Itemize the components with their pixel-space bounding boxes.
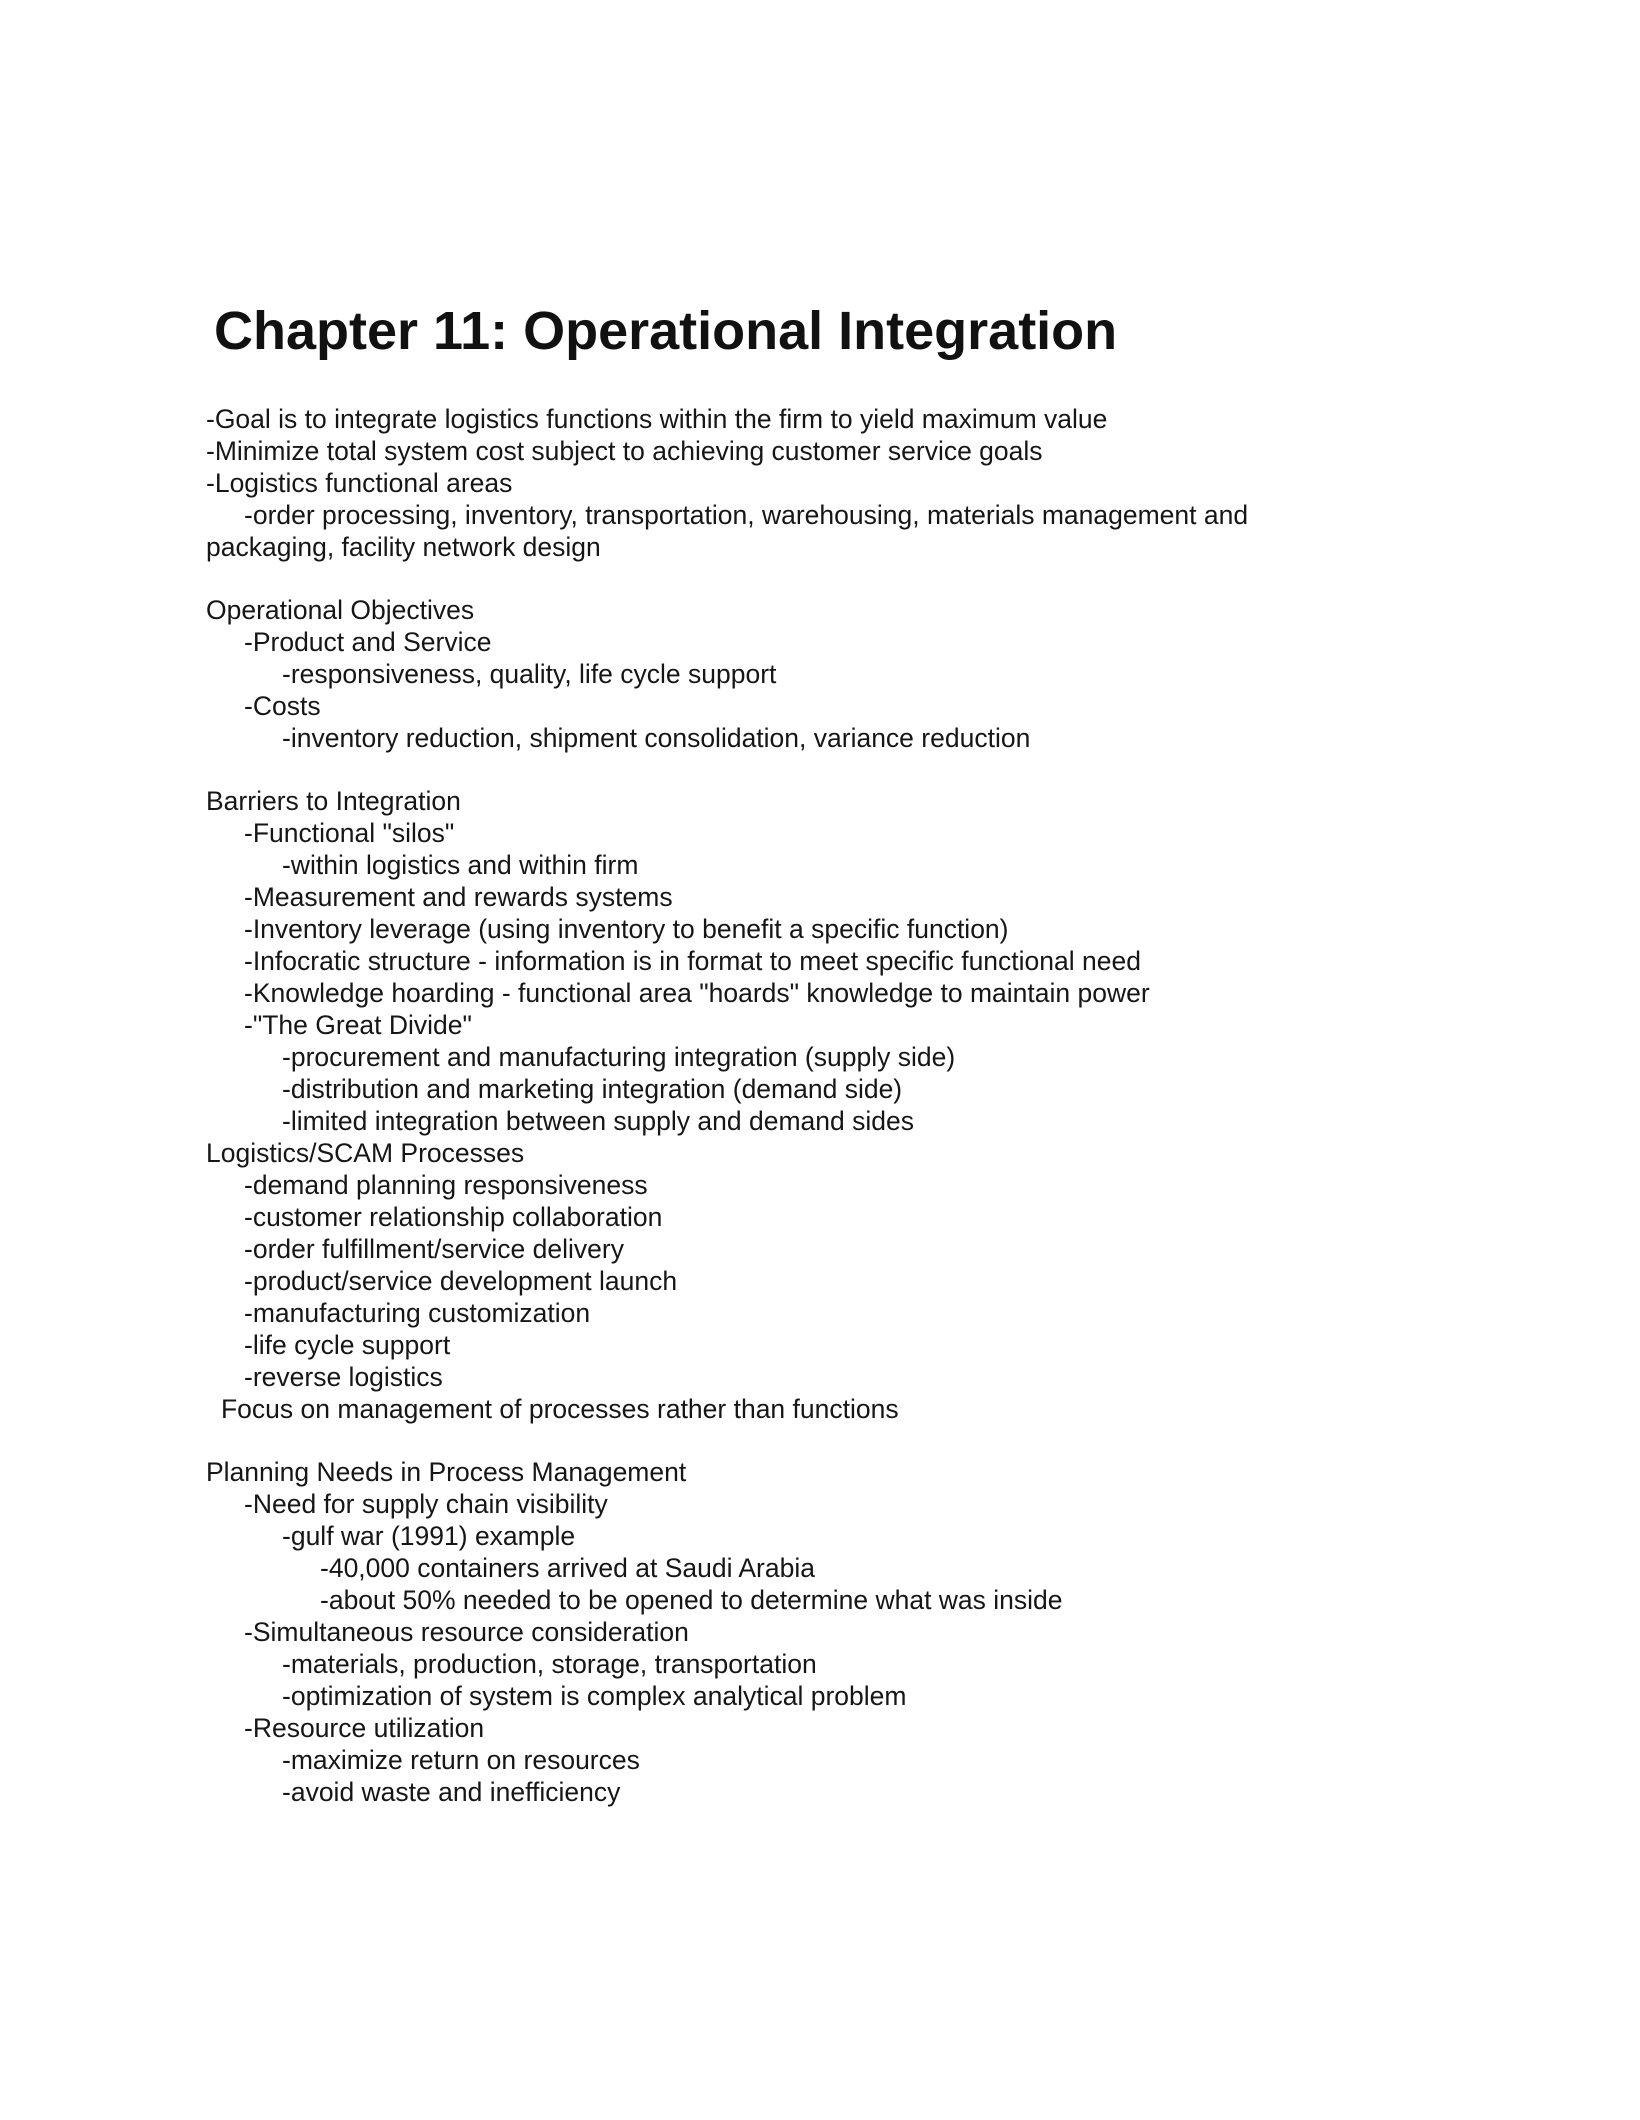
objectives-item: -Product and Service xyxy=(244,627,492,657)
processes-item: -order fulfillment/service delivery xyxy=(244,1234,624,1264)
planning-item: -Need for supply chain visibility xyxy=(244,1489,608,1519)
planning-subsubitem: -40,000 containers arrived at Saudi Arabia xyxy=(320,1553,815,1583)
intro-line: -Logistics functional areas xyxy=(206,468,513,498)
processes-item: -life cycle support xyxy=(244,1330,451,1360)
processes-note: Focus on management of processes rather than functions xyxy=(221,1394,899,1424)
barriers-item: -Functional "silos" xyxy=(244,818,455,848)
processes-item: -reverse logistics xyxy=(244,1362,443,1392)
planning-subitem: -avoid waste and inefficiency xyxy=(282,1777,621,1807)
intro-line: packaging, facility network design xyxy=(206,532,601,562)
intro-line: -Minimize total system cost subject to achieving customer service goals xyxy=(206,436,1043,466)
section-heading-planning: Planning Needs in Process Management xyxy=(206,1457,687,1487)
objectives-subitem: -inventory reduction, shipment consolidation, variance reduction xyxy=(282,723,1031,753)
objectives-item: -Costs xyxy=(244,691,321,721)
planning-subitem: -gulf war (1991) example xyxy=(282,1521,576,1551)
planning-item: -Resource utilization xyxy=(244,1713,485,1743)
intro-subline: -order processing, inventory, transportation, warehousing, materials management and xyxy=(244,500,1249,530)
barriers-subitem: -procurement and manufacturing integration (supply side) xyxy=(282,1042,956,1072)
barriers-item: -Measurement and rewards systems xyxy=(244,882,673,912)
barriers-subitem: -limited integration between supply and demand sides xyxy=(282,1106,914,1136)
section-spacer xyxy=(206,754,1506,785)
barriers-subitem: -distribution and marketing integration (demand side) xyxy=(282,1074,903,1104)
processes-item: -customer relationship collaboration xyxy=(244,1202,663,1232)
document-body xyxy=(206,403,1506,1808)
planning-subitem: -optimization of system is complex analytical problem xyxy=(282,1681,907,1711)
barriers-item: -Knowledge hoarding - functional area "hoards" knowledge to maintain power xyxy=(244,978,1150,1008)
section-heading-objectives: Operational Objectives xyxy=(206,595,475,625)
planning-item: -Simultaneous resource consideration xyxy=(244,1617,689,1647)
barriers-item: -Infocratic structure - information is in format to meet specific functional need xyxy=(244,946,1141,976)
processes-item: -manufacturing customization xyxy=(244,1298,591,1328)
planning-subitem: -materials, production, storage, transportation xyxy=(282,1649,817,1679)
planning-subitem: -maximize return on resources xyxy=(282,1745,640,1775)
intro-line: -Goal is to integrate logistics functions within the firm to yield maximum value xyxy=(206,404,1108,434)
page-title: Chapter 11: Operational Integration xyxy=(214,301,1118,361)
processes-item: -product/service development launch xyxy=(244,1266,678,1296)
section-spacer xyxy=(206,563,1506,594)
section-heading-barriers: Barriers to Integration xyxy=(206,786,461,816)
planning-subsubitem: -about 50% needed to be opened to determine what was inside xyxy=(320,1585,1063,1615)
barriers-subitem: -within logistics and within firm xyxy=(282,850,639,880)
objectives-subitem: -responsiveness, quality, life cycle support xyxy=(282,659,777,689)
section-spacer xyxy=(206,1425,1506,1456)
processes-item: -demand planning responsiveness xyxy=(244,1170,648,1200)
section-heading-processes: Logistics/SCAM Processes xyxy=(206,1138,525,1168)
barriers-item: -Inventory leverage (using inventory to benefit a specific function) xyxy=(244,914,1009,944)
barriers-item: -"The Great Divide" xyxy=(244,1010,472,1040)
